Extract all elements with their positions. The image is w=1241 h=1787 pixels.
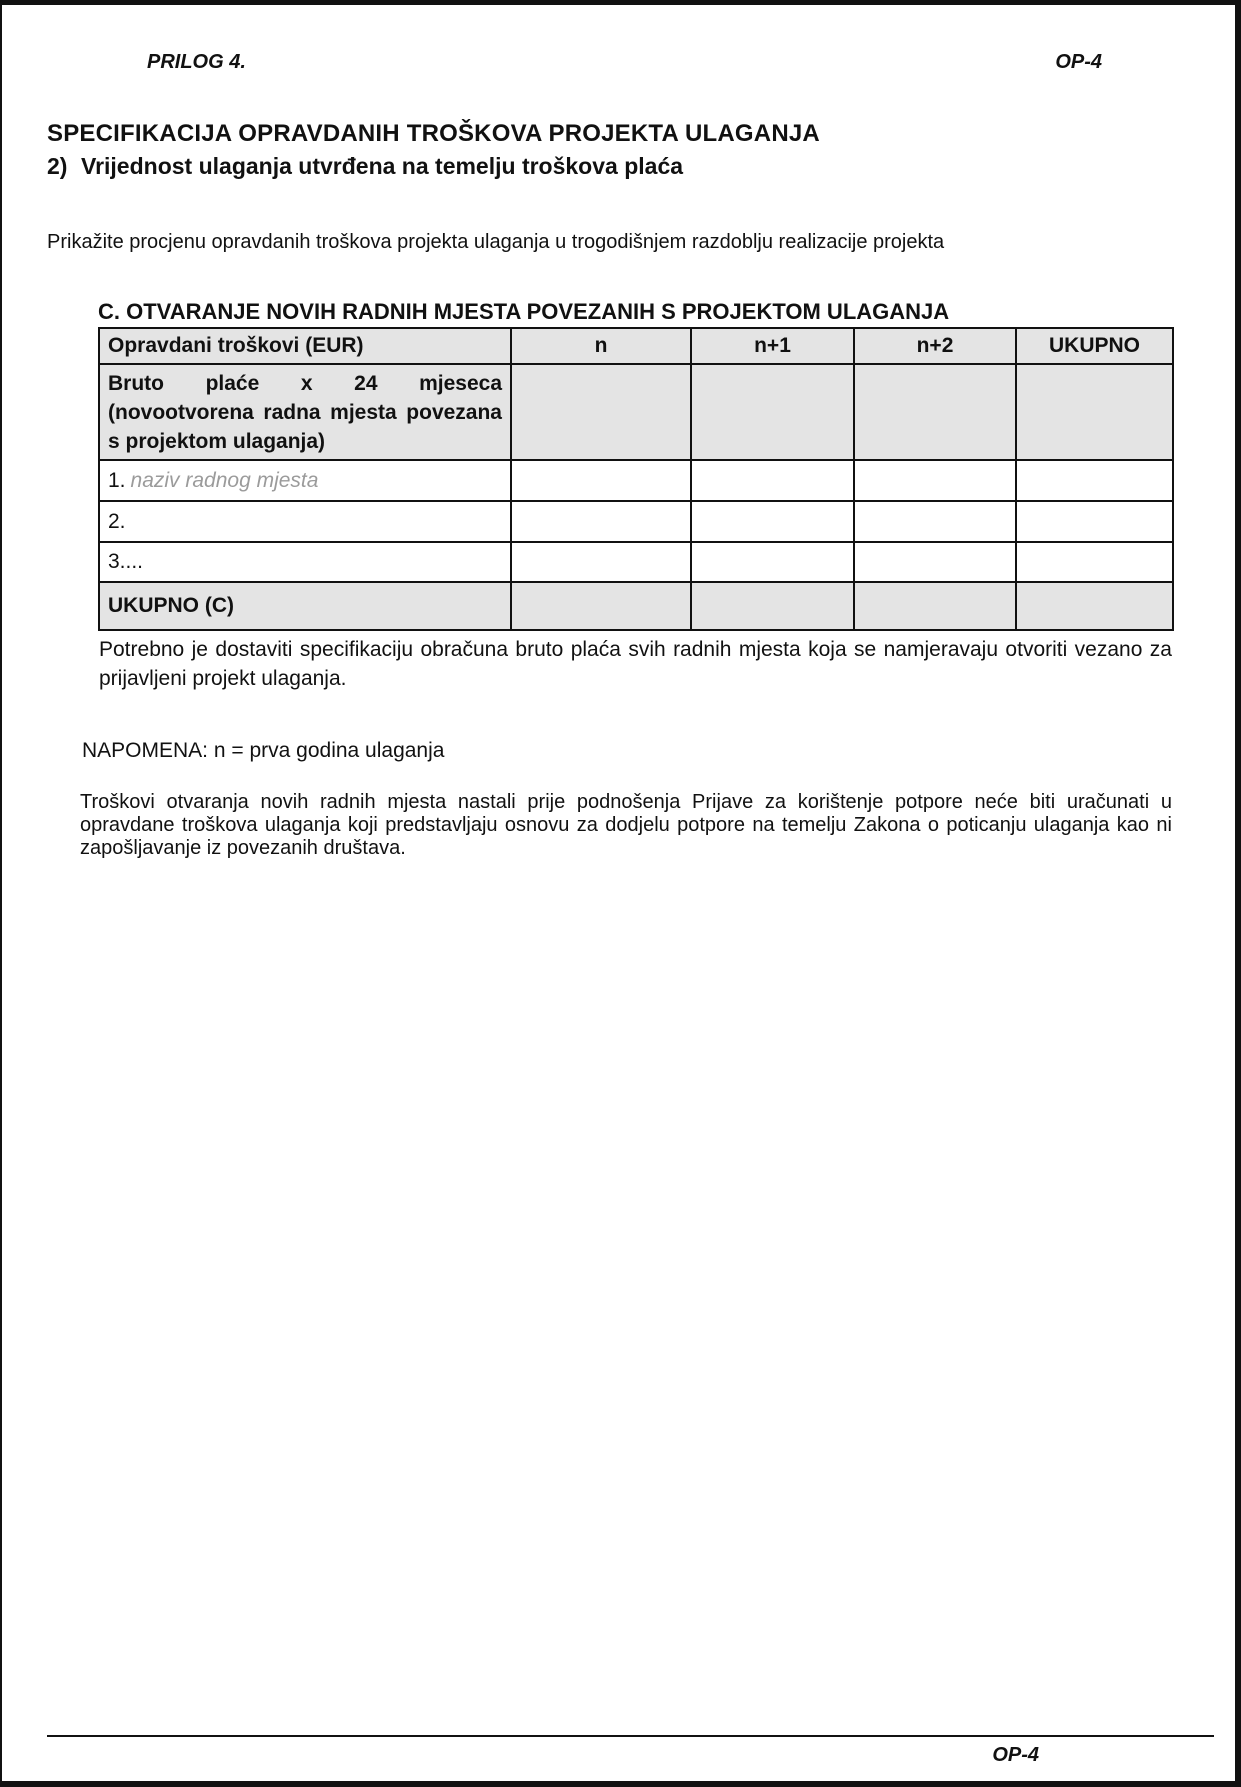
item-row-3 (99, 542, 1173, 582)
note-below-table: Potrebno je dostaviti specifikaciju obračuna bruto plaća svih radnih mjesta koja se namjeravaju otvoriti vezano za prijavljeni projekt ulaganja. (99, 638, 1172, 690)
value-cell (511, 582, 691, 630)
col-header-n: n (511, 328, 691, 364)
table-header-row (99, 328, 1173, 364)
value-cell (1016, 542, 1173, 582)
value-cell (854, 582, 1016, 630)
document-title: SPECIFIKACIJA OPRAVDANIH TROŠKOVA PROJEKTA ULAGANJA (47, 120, 820, 147)
form-code-header: OP-4 (1055, 51, 1102, 73)
category-row (99, 364, 1173, 460)
item-number: 2. (108, 509, 126, 533)
item-row-1 (99, 460, 1173, 501)
item-label-cell (99, 501, 511, 542)
value-cell (1016, 364, 1173, 460)
value-cell (854, 542, 1016, 582)
col-header-total: UKUPNO (1016, 328, 1173, 364)
value-cell (1016, 501, 1173, 542)
value-cell (511, 542, 691, 582)
item-number: 3.... (108, 550, 144, 573)
item-label-cell (99, 542, 511, 582)
disclaimer-paragraph: Troškovi otvaranja novih radnih mjesta nastali prije podnošenja Prijave za korištenje potpore neće biti uračunati u opravdane troškova ulaganja koji predstavljaju osnovu za dodjelu potpore na temelju Zakona o poticanju ulaganja kao ni zapošljavanje iz povezanih društava. (80, 791, 1172, 859)
value-cell (511, 460, 691, 501)
form-code-footer: OP-4 (992, 1744, 1039, 1766)
value-cell (1016, 460, 1173, 501)
col-header-n2: n+2 (854, 328, 1016, 364)
item-number: 1. (108, 468, 126, 492)
footer-rule (47, 1735, 1214, 1737)
category-label-cell: Bruto plaće x 24 mjeseca (novootvorena radna mjesta povezana s projektom ulaganja) (99, 364, 511, 460)
item-placeholder: naziv radnog mjesta (130, 468, 319, 492)
total-label-cell: UKUPNO (C) (99, 582, 511, 630)
value-cell (691, 582, 854, 630)
value-cell (1016, 582, 1173, 630)
value-cell (691, 501, 854, 542)
total-row (99, 582, 1173, 630)
value-cell (691, 542, 854, 582)
col-header-costs: Opravdani troškovi (EUR) (99, 328, 511, 364)
item-label-cell (99, 460, 511, 501)
value-cell (691, 364, 854, 460)
value-cell (691, 460, 854, 501)
napomena-note: NAPOMENA: n = prva godina ulaganja (82, 739, 445, 762)
value-cell (511, 364, 691, 460)
item-row-2 (99, 501, 1173, 542)
value-cell (854, 460, 1016, 501)
section-subtitle (47, 153, 683, 180)
section-c-heading: C. OTVARANJE NOVIH RADNIH MJESTA POVEZANIH S PROJEKTOM ULAGANJA (98, 299, 950, 324)
value-cell (854, 364, 1016, 460)
subtitle-text: Vrijednost ulaganja utvrđena na temelju troškova plaća (81, 153, 684, 179)
costs-table (98, 327, 1174, 631)
intro-paragraph: Prikažite procjenu opravdanih troškova projekta ulaganja u trogodišnjem razdoblju realizacije projekta (47, 231, 945, 253)
value-cell (511, 501, 691, 542)
value-cell (854, 501, 1016, 542)
col-header-n1: n+1 (691, 328, 854, 364)
attachment-label: PRILOG 4. (147, 51, 246, 73)
subtitle-number: 2) (47, 153, 68, 179)
